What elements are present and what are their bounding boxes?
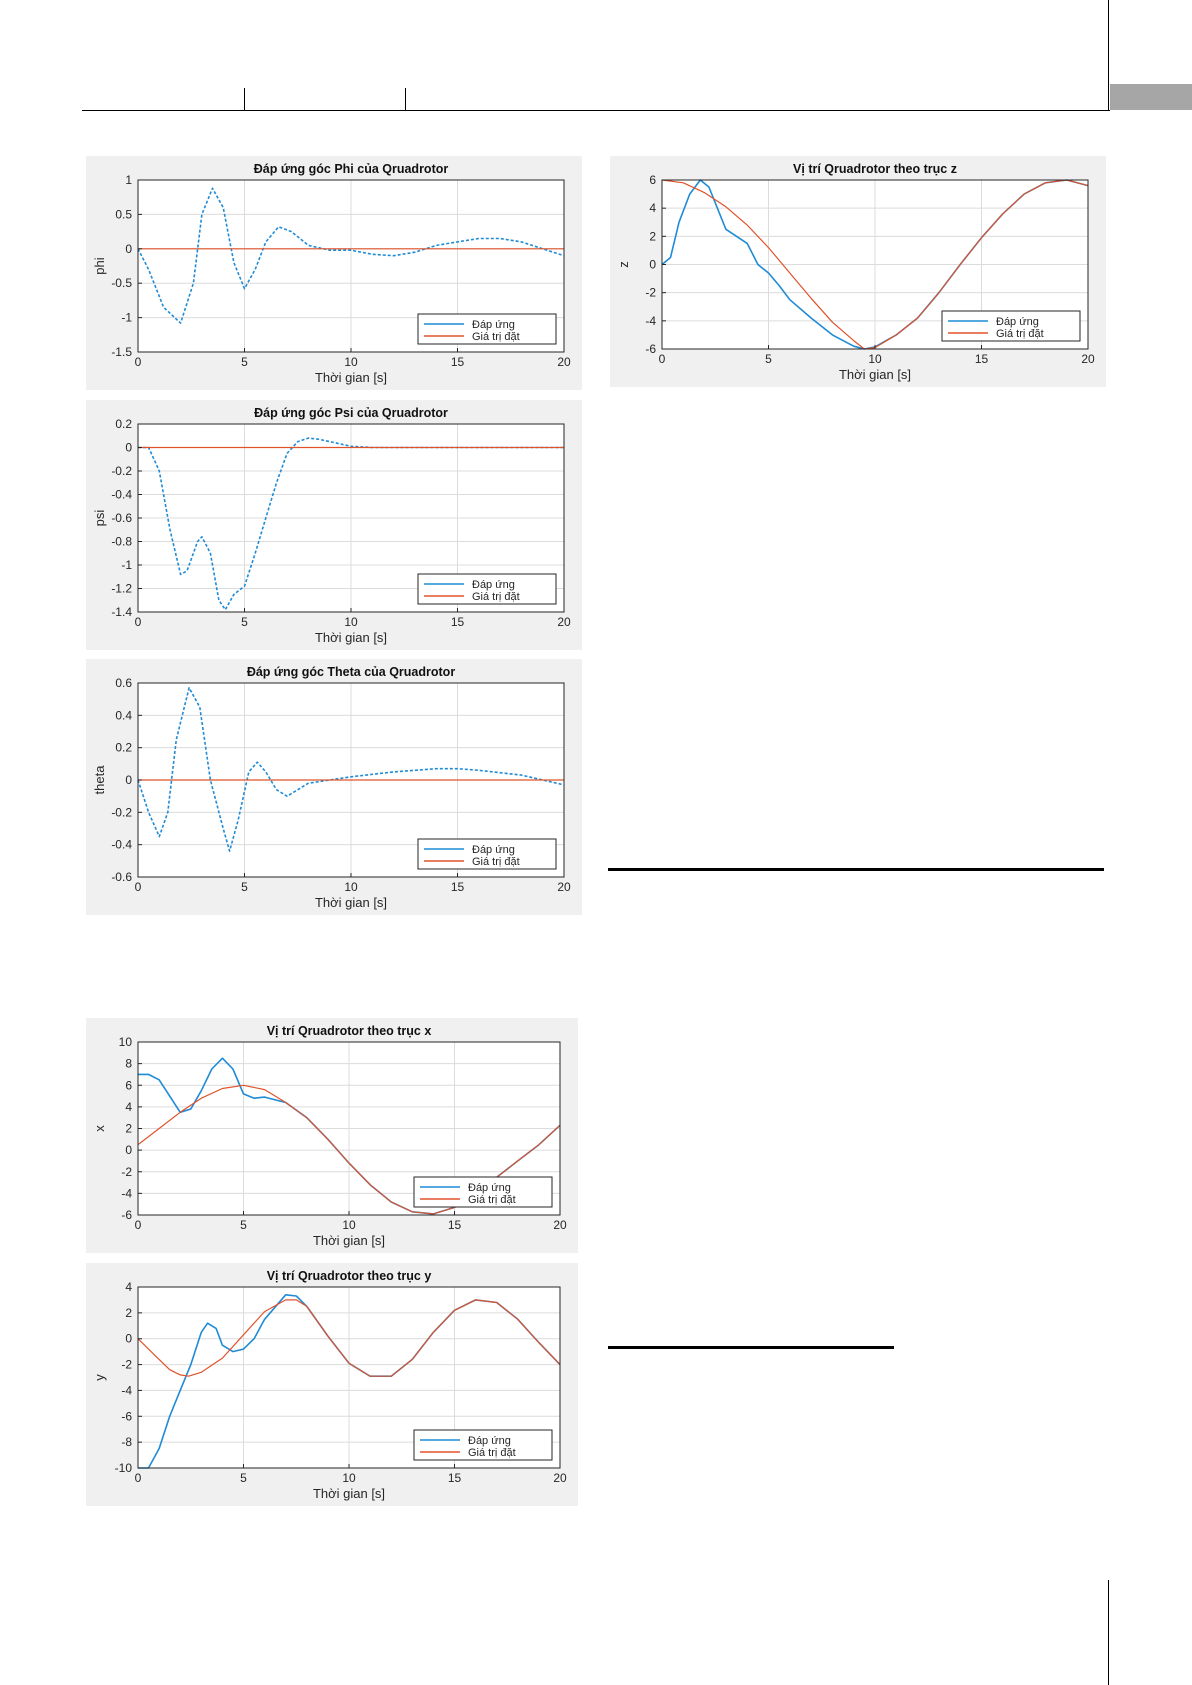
x-tick-label: 15 (450, 880, 465, 894)
x-axis-label: Thời gian [s] (312, 1233, 386, 1248)
chart-z (610, 156, 1106, 387)
legend-label-setpoint: Giá trị đặt (468, 1194, 516, 1206)
legend (418, 314, 556, 344)
y-tick-label: -1.4 (111, 605, 132, 619)
x-tick-label: 20 (557, 615, 571, 629)
x-tick-label: 20 (553, 1471, 567, 1485)
y-axis-label: y (92, 1374, 107, 1381)
legend-label-setpoint: Giá trị đặt (472, 331, 520, 343)
y-tick-label: 2 (649, 229, 656, 244)
y-tick-label: 1 (125, 173, 132, 187)
y-tick-label: -0.6 (111, 511, 132, 525)
legend (418, 574, 556, 604)
y-tick-label: -2 (645, 285, 656, 300)
x-tick-label: 0 (134, 355, 142, 369)
y-tick-label: -2 (121, 1164, 132, 1179)
x-tick-label: 15 (450, 355, 465, 369)
x-tick-label: 10 (344, 355, 358, 369)
chart-title: Đáp ứng góc Psi của Qruadrotor (254, 406, 448, 420)
legend-label-response: Đáp ứng (472, 844, 515, 856)
y-tick-label: -0.6 (111, 870, 132, 884)
y-tick-label: 4 (125, 1280, 132, 1294)
y-tick-label: 0 (649, 257, 656, 272)
y-tick-label: -0.8 (111, 534, 132, 549)
section-rule-short (608, 1346, 894, 1349)
x-tick-label: 20 (557, 880, 571, 894)
x-tick-label: 5 (241, 355, 248, 369)
chart-z-panel (610, 156, 1106, 387)
y-axis-label: phi (92, 257, 107, 275)
x-tick-label: 10 (342, 1218, 356, 1232)
x-tick-label: 10 (868, 352, 882, 366)
x-tick-label: 0 (658, 352, 666, 366)
y-axis-label: psi (92, 509, 107, 527)
header-tick-1 (244, 88, 245, 110)
x-tick-label: 15 (450, 615, 465, 629)
y-tick-label: -0.2 (111, 464, 132, 478)
chart-theta-panel (86, 659, 582, 915)
y-axis-label: z (616, 261, 631, 268)
x-tick-label: 20 (1081, 352, 1095, 366)
legend-label-response: Đáp ứng (468, 1182, 511, 1194)
y-tick-label: -6 (121, 1409, 132, 1424)
chart-title: Đáp ứng góc Theta của Qruadrotor (246, 665, 456, 679)
legend-label-response: Đáp ứng (468, 1435, 511, 1447)
y-tick-label: 6 (649, 173, 656, 187)
chart-phi (86, 156, 582, 390)
y-tick-label: 0 (125, 1331, 132, 1346)
section-rule-long (608, 868, 1104, 871)
y-tick-label: -4 (121, 1383, 132, 1398)
y-tick-label: 2 (125, 1121, 132, 1136)
header-tick-2 (405, 88, 406, 110)
x-tick-label: 20 (553, 1218, 567, 1232)
legend-label-setpoint: Giá trị đặt (996, 328, 1044, 340)
x-tick-label: 20 (557, 355, 571, 369)
y-tick-label: -1 (121, 310, 132, 325)
chart-title: Vị trí Qruadrotor theo trục x (266, 1024, 432, 1038)
header-vertical-rule (1108, 0, 1109, 110)
y-tick-label: 0 (125, 1143, 132, 1158)
legend-label-setpoint: Giá trị đặt (468, 1447, 516, 1459)
footer-vertical-rule (1108, 1580, 1109, 1685)
x-tick-label: 5 (240, 1471, 247, 1485)
y-tick-label: -4 (645, 313, 656, 328)
y-axis-label: x (92, 1125, 107, 1132)
x-tick-label: 10 (344, 615, 358, 629)
x-tick-label: 0 (134, 1218, 142, 1232)
y-tick-label: 2 (125, 1305, 132, 1320)
x-tick-label: 5 (241, 880, 248, 894)
y-tick-label: -0.5 (111, 276, 132, 291)
chart-y-panel (86, 1263, 578, 1506)
y-tick-label: 4 (649, 201, 656, 216)
chart-x-panel (86, 1018, 578, 1253)
chart-x (86, 1018, 578, 1253)
x-tick-label: 10 (342, 1471, 356, 1485)
x-tick-label: 0 (134, 880, 142, 894)
y-tick-label: 0.2 (115, 740, 132, 755)
chart-phi-panel (86, 156, 582, 390)
legend (414, 1430, 552, 1460)
x-tick-label: 5 (240, 1218, 247, 1232)
y-tick-label: -0.4 (111, 837, 132, 852)
x-tick-label: 0 (134, 1471, 142, 1485)
x-axis-label: Thời gian [s] (312, 1486, 386, 1501)
y-tick-label: -6 (121, 1208, 132, 1222)
legend-label-setpoint: Giá trị đặt (472, 591, 520, 603)
chart-psi (86, 400, 582, 650)
y-tick-label: 6 (125, 1078, 132, 1093)
y-tick-label: 0.5 (115, 207, 132, 222)
x-tick-label: 15 (447, 1471, 462, 1485)
y-tick-label: 10 (118, 1035, 132, 1049)
y-tick-label: -10 (114, 1461, 132, 1475)
y-tick-label: 0 (125, 773, 132, 787)
chart-theta (86, 659, 582, 915)
chart-y (86, 1263, 578, 1506)
chart-title: Vị trí Qruadrotor theo trục y (266, 1269, 432, 1283)
y-tick-label: -0.2 (111, 805, 132, 820)
y-tick-label: 0 (125, 440, 132, 455)
legend-label-response: Đáp ứng (472, 579, 515, 591)
y-axis-label: theta (92, 765, 107, 795)
x-axis-label: Thời gian [s] (314, 370, 388, 385)
legend-label-response: Đáp ứng (472, 319, 515, 331)
x-tick-label: 15 (447, 1218, 462, 1232)
y-tick-label: 0 (125, 241, 132, 256)
chart-psi-panel (86, 400, 582, 650)
x-axis-label: Thời gian [s] (314, 895, 388, 910)
y-tick-label: 8 (125, 1056, 132, 1071)
chart-title: Đáp ứng góc Phi của Qruadrotor (253, 162, 449, 176)
header-rule (82, 110, 1110, 111)
y-tick-label: -1.2 (111, 581, 132, 596)
y-tick-label: 0.4 (115, 708, 132, 723)
x-axis-label: Thời gian [s] (838, 367, 912, 382)
header-gray-tab (1110, 84, 1192, 110)
legend-label-response: Đáp ứng (996, 316, 1039, 328)
y-tick-label: -1 (121, 558, 132, 572)
legend (418, 839, 556, 869)
y-tick-label: -2 (121, 1357, 132, 1372)
chart-title: Vị trí Qruadrotor theo trục z (793, 162, 957, 176)
x-tick-label: 0 (134, 615, 142, 629)
y-tick-label: -0.4 (111, 487, 132, 502)
x-tick-label: 5 (765, 352, 772, 366)
x-tick-label: 10 (344, 880, 358, 894)
y-tick-label: 0.2 (115, 417, 132, 431)
legend (942, 311, 1080, 341)
y-tick-label: -6 (645, 342, 656, 356)
y-tick-label: 4 (125, 1099, 132, 1114)
legend-label-setpoint: Giá trị đặt (472, 856, 520, 868)
legend (414, 1177, 552, 1207)
x-axis-label: Thời gian [s] (314, 630, 388, 645)
y-tick-label: 0.6 (115, 676, 132, 690)
x-tick-label: 5 (241, 615, 248, 629)
y-tick-label: -1.5 (111, 345, 132, 359)
y-tick-label: -4 (121, 1186, 132, 1201)
x-tick-label: 15 (974, 352, 989, 366)
y-tick-label: -8 (121, 1435, 132, 1450)
